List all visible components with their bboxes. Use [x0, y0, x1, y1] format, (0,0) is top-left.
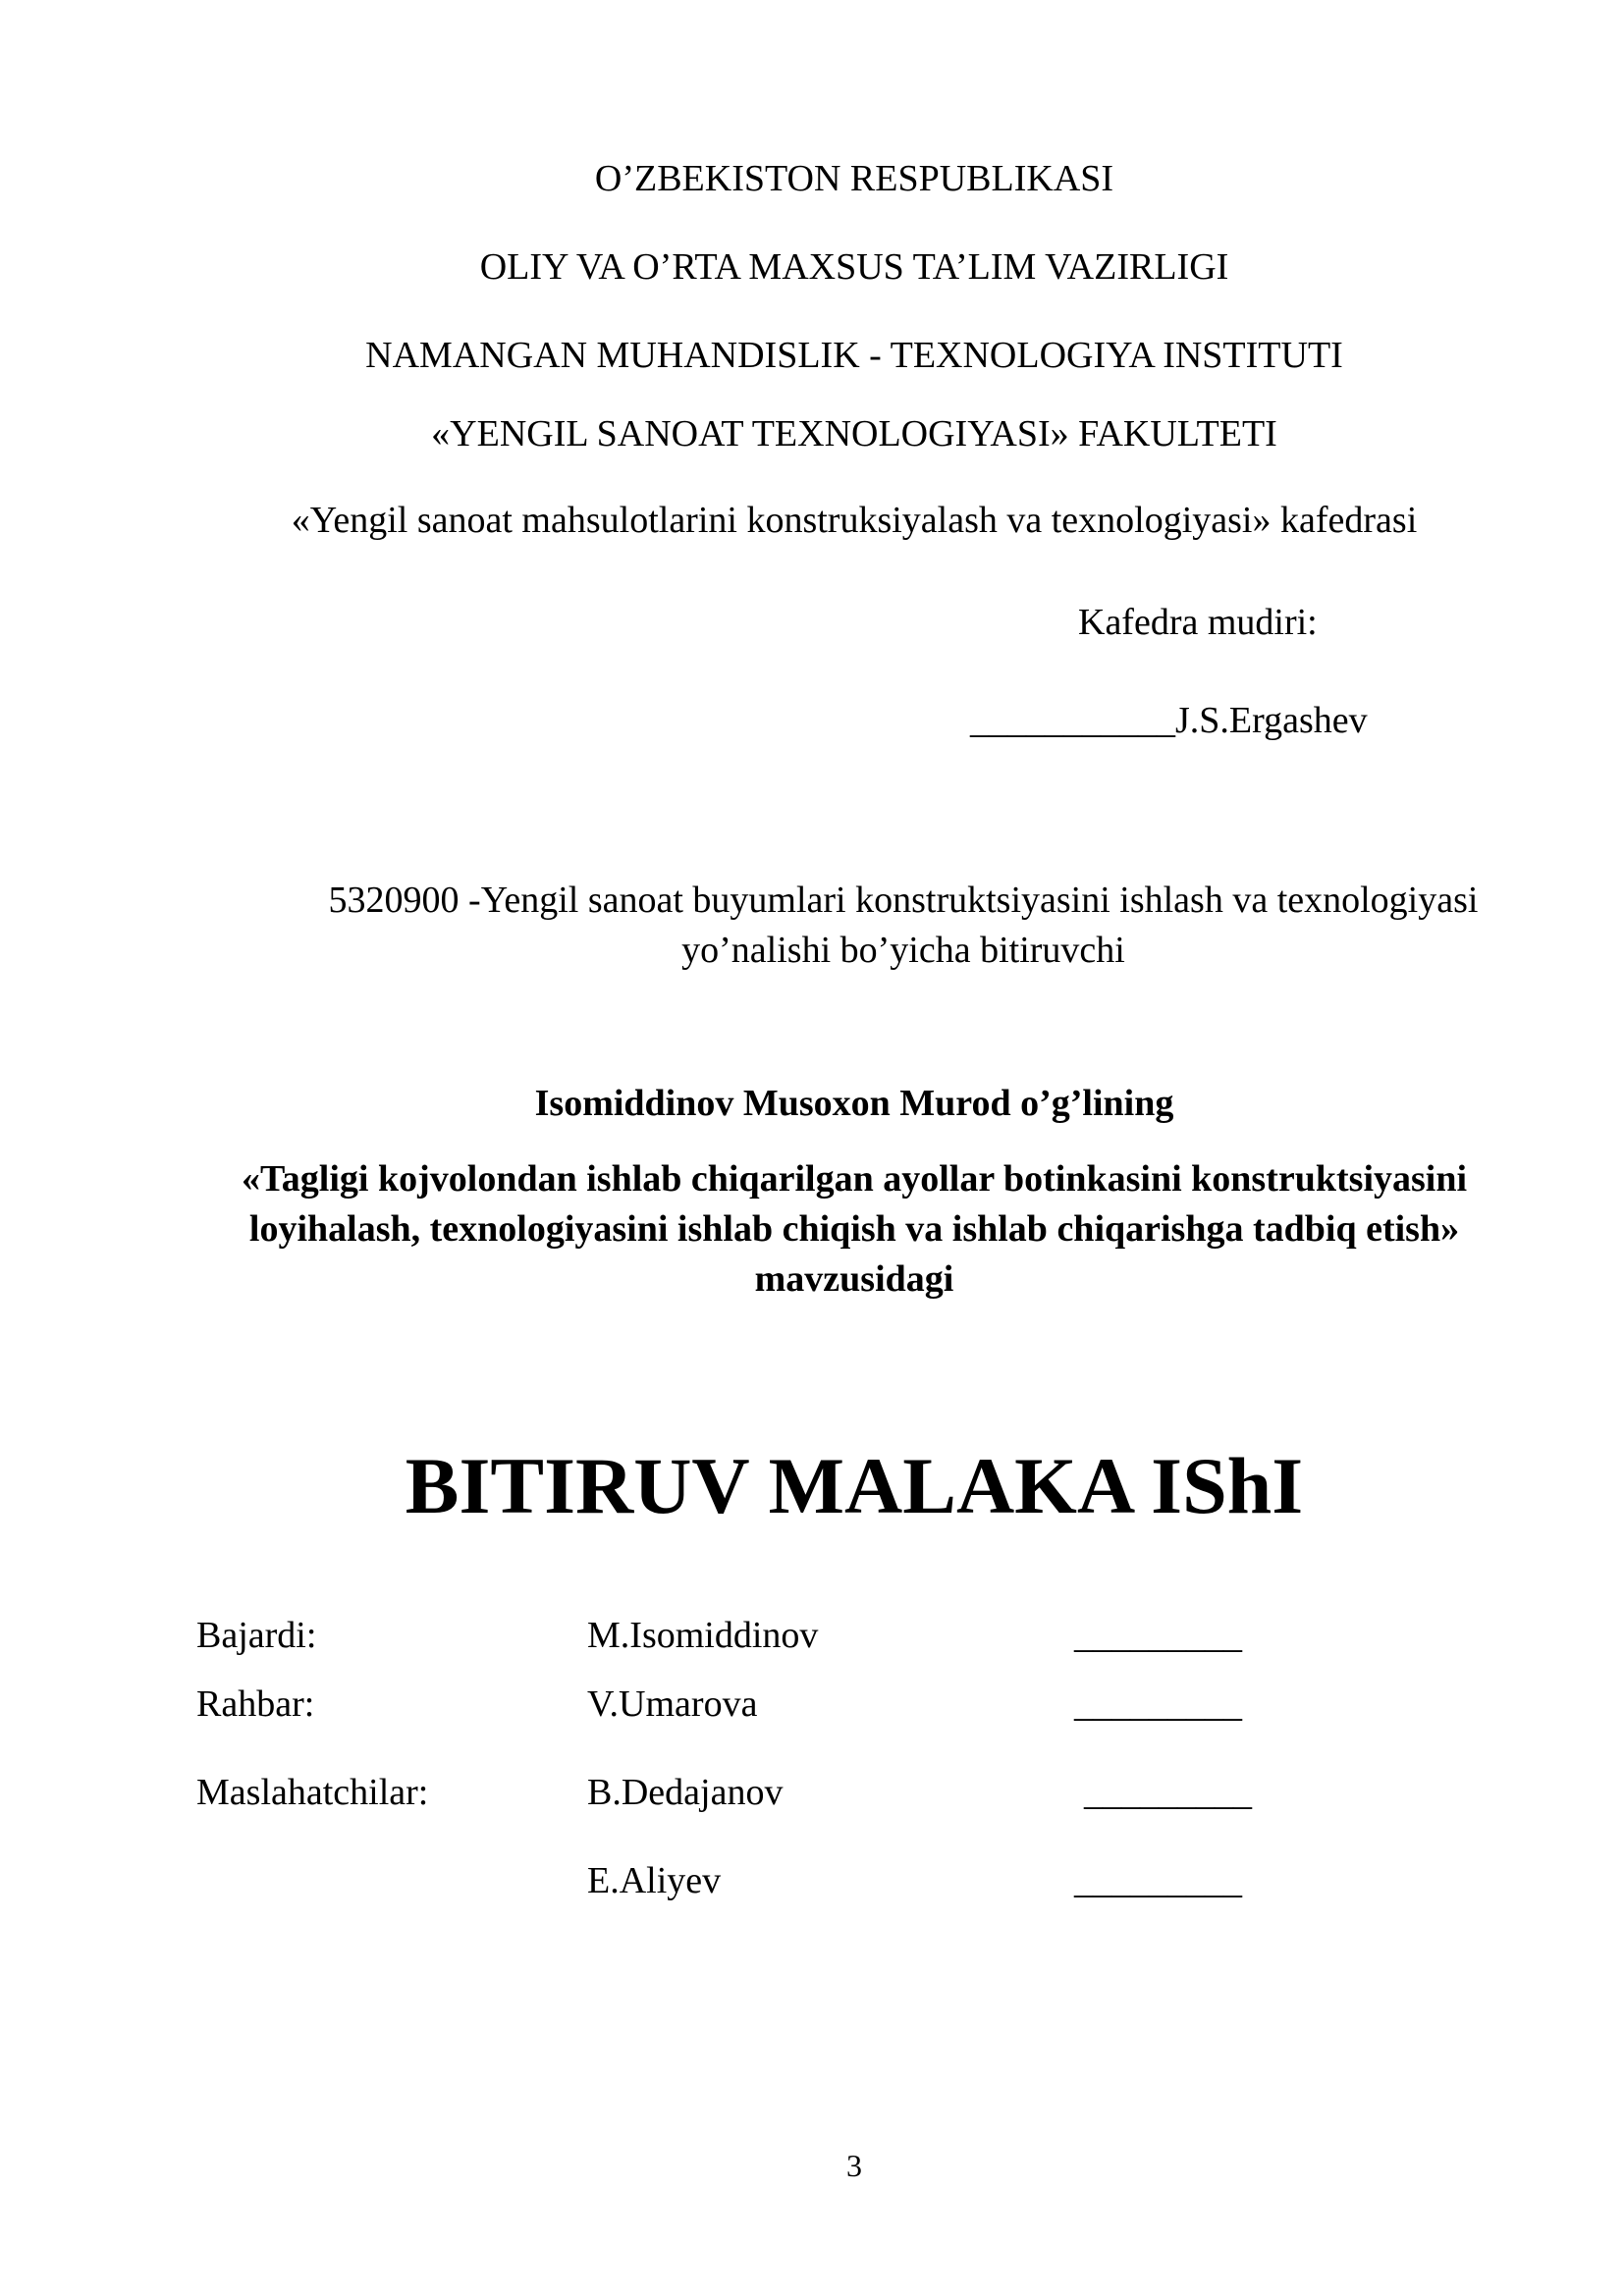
signature-role: Rahbar:	[196, 1683, 315, 1725]
signature-name: B.Dedajanov	[587, 1772, 784, 1813]
signature-line: _________	[1074, 1615, 1242, 1656]
signature-name: M.Isomiddinov	[587, 1615, 819, 1656]
signature-role: Maslahatchilar:	[196, 1772, 429, 1813]
signature-line: _________	[1074, 1860, 1242, 1901]
approval-signature: ___________J.S.Ergashev	[970, 700, 1368, 741]
republic-heading: O’ZBEKISTON RESPUBLIKASI	[594, 158, 1114, 199]
page-number: 3	[846, 2148, 862, 2183]
signature-line: _________	[1074, 1683, 1242, 1725]
thesis-topic: «Tagligi kojvolondan ishlab chiqarilgan ayollar botinkasini konstruktsiyasini loyihalash, texnologiyasini ishlab chiqish va ishlab chiqarishga tadbiq etish» mavzusidagi	[241, 1158, 1468, 1300]
specialty-text: 5320900 -Yengil sanoat buyumlari konstruktsiyasini ishlash va texnologiyasi yo’nalishi bo’yicha bitiruvchi	[328, 880, 1479, 971]
document-title: BITIRUV MALAKA IShI	[405, 1441, 1304, 1530]
approval-label: Kafedra mudiri:	[1078, 602, 1318, 643]
signature-role: Bajardi:	[196, 1615, 317, 1656]
signature-name: V.Umarova	[587, 1683, 758, 1725]
department-heading: «Yengil sanoat mahsulotlarini konstruksiyalash va texnologiyasi» kafedrasi	[291, 500, 1418, 541]
student-name: Isomiddinov Musoxon Murod o’g’lining	[534, 1083, 1174, 1124]
ministry-heading: OLIY VA O’RTA MAXSUS TA’LIM VAZIRLIGI	[479, 246, 1229, 288]
signature-name: E.Aliyev	[587, 1860, 722, 1901]
faculty-heading: «YENGIL SANOAT TEXNOLOGIYASI» FAKULTETI	[431, 413, 1277, 454]
signature-line: _________	[1084, 1772, 1252, 1813]
institute-heading: NAMANGAN MUHANDISLIK - TEXNOLOGIYA INSTITUTI	[365, 335, 1343, 376]
